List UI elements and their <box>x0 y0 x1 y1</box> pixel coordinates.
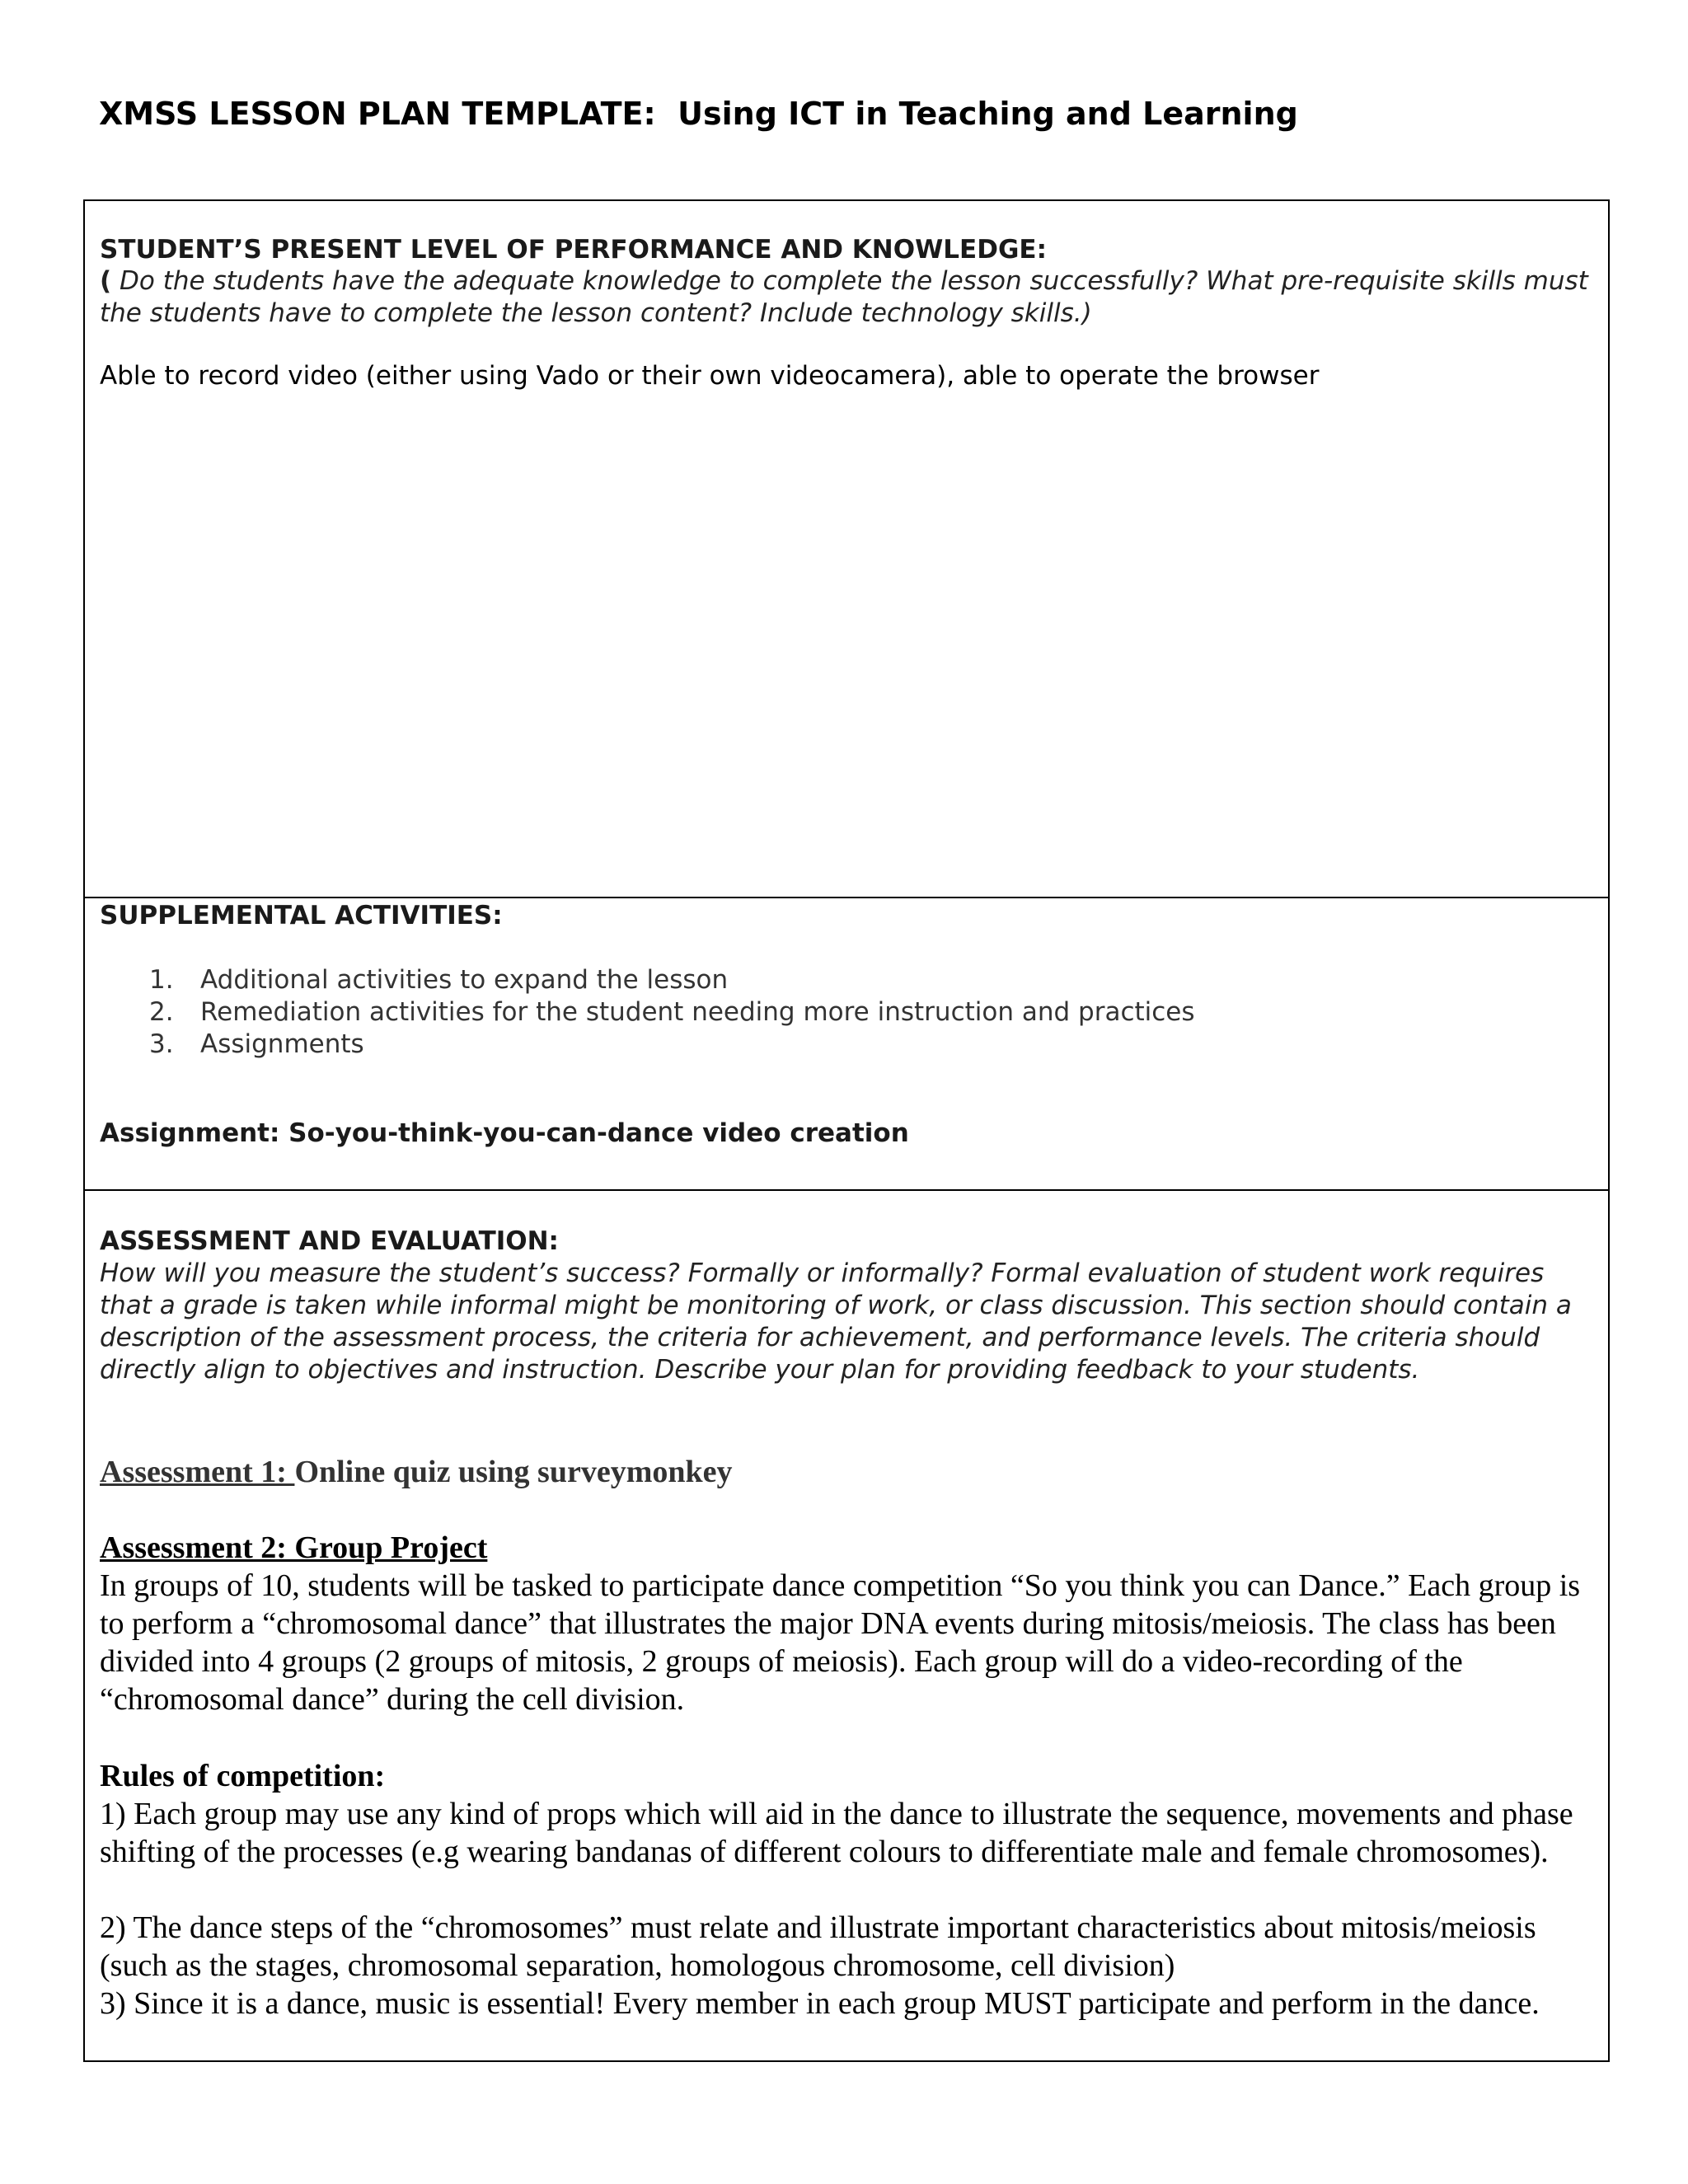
assessment-2-body: In groups of 10, students will be tasked to participate dance competition “So you think you can Dance.” Each group is to perform a “chromosomal dance” that illustrates the major DNA events during mitosis/meiosis. The class has been divided into 4 groups (2 groups of mitosis, 2 groups of meiosis). Each group will do a video-recording of the “chromosomal dance” during the cell division. <box>100 1568 1581 1717</box>
list-item <box>100 964 1195 996</box>
assessment-2-label: Assessment 2: Group Project <box>100 1530 488 1565</box>
prompt-open-paren: ( <box>100 266 112 296</box>
list-item-number: 1. <box>149 965 174 995</box>
list-item <box>100 1029 1195 1061</box>
present-level-answer: Able to record video (either using Vado or their own videocamera), able to operate the browser <box>100 361 1320 391</box>
assessment-1-text: Online quiz using surveymonkey <box>294 1455 733 1489</box>
page-title: XMSS LESSON PLAN TEMPLATE: Using ICT in Teaching and Learning <box>99 96 1298 132</box>
list-item-text: Remediation activities for the student needing more instruction and practices <box>200 997 1195 1027</box>
rule-2: 2) The dance steps of the “chromosomes” must relate and illustrate important characteristics about mitosis/meiosis (such as the stages, chromosomal separation, homologous chromosome, cell division) <box>100 1910 1536 1983</box>
rule-1: 1) Each group may use any kind of props which will aid in the dance to illustrate the sequence, movements and phase shifting of the processes (e.g wearing bandanas of different colours to differentiate male and female chromosomes). <box>100 1797 1573 1869</box>
assessment-heading: ASSESSMENT AND EVALUATION: <box>100 1226 559 1256</box>
assessment-section <box>83 1189 1610 2062</box>
present-level-prompt <box>100 265 1592 330</box>
list-item <box>100 996 1195 1029</box>
supplemental-section <box>83 897 1610 1191</box>
assessment-1-label: Assessment 1: <box>100 1455 295 1489</box>
assignment-line: Assignment: So-you-think-you-can-dance video creation <box>100 1118 909 1148</box>
present-level-section <box>83 199 1610 898</box>
present-level-heading: STUDENT’S PRESENT LEVEL OF PERFORMANCE AND KNOWLEDGE: <box>100 235 1047 265</box>
list-item-text: Additional activities to expand the lesson <box>200 965 729 995</box>
rules-heading: Rules of competition: <box>100 1759 386 1793</box>
list-item-number: 2. <box>149 997 174 1027</box>
list-item-text: Assignments <box>200 1029 364 1059</box>
assessment-prompt: How will you measure the student’s success? Formally or informally? Formal evaluation of student work requires that a grade is taken while informal might be monitoring of work, or class discussion. This section should contain a description of the assessment process, the criteria for achievement, and performance levels. The criteria should directly align to objectives and instruction. Describe your plan for providing feedback to your students. <box>100 1258 1572 1385</box>
assessment-1 <box>100 1453 1592 1491</box>
prompt-text: Do the students have the adequate knowledge to complete the lesson successfully? What pre-requisite skills must the students have to complete the lesson content? Include technology skills.) <box>100 266 1588 328</box>
supplemental-heading: SUPPLEMENTAL ACTIVITIES: <box>100 901 503 930</box>
list-item-number: 3. <box>149 1029 174 1059</box>
supplemental-list <box>100 964 1195 1061</box>
rule-3: 3) Since it is a dance, music is essential! Every member in each group MUST participate and perform in the dance. <box>100 1986 1540 2021</box>
